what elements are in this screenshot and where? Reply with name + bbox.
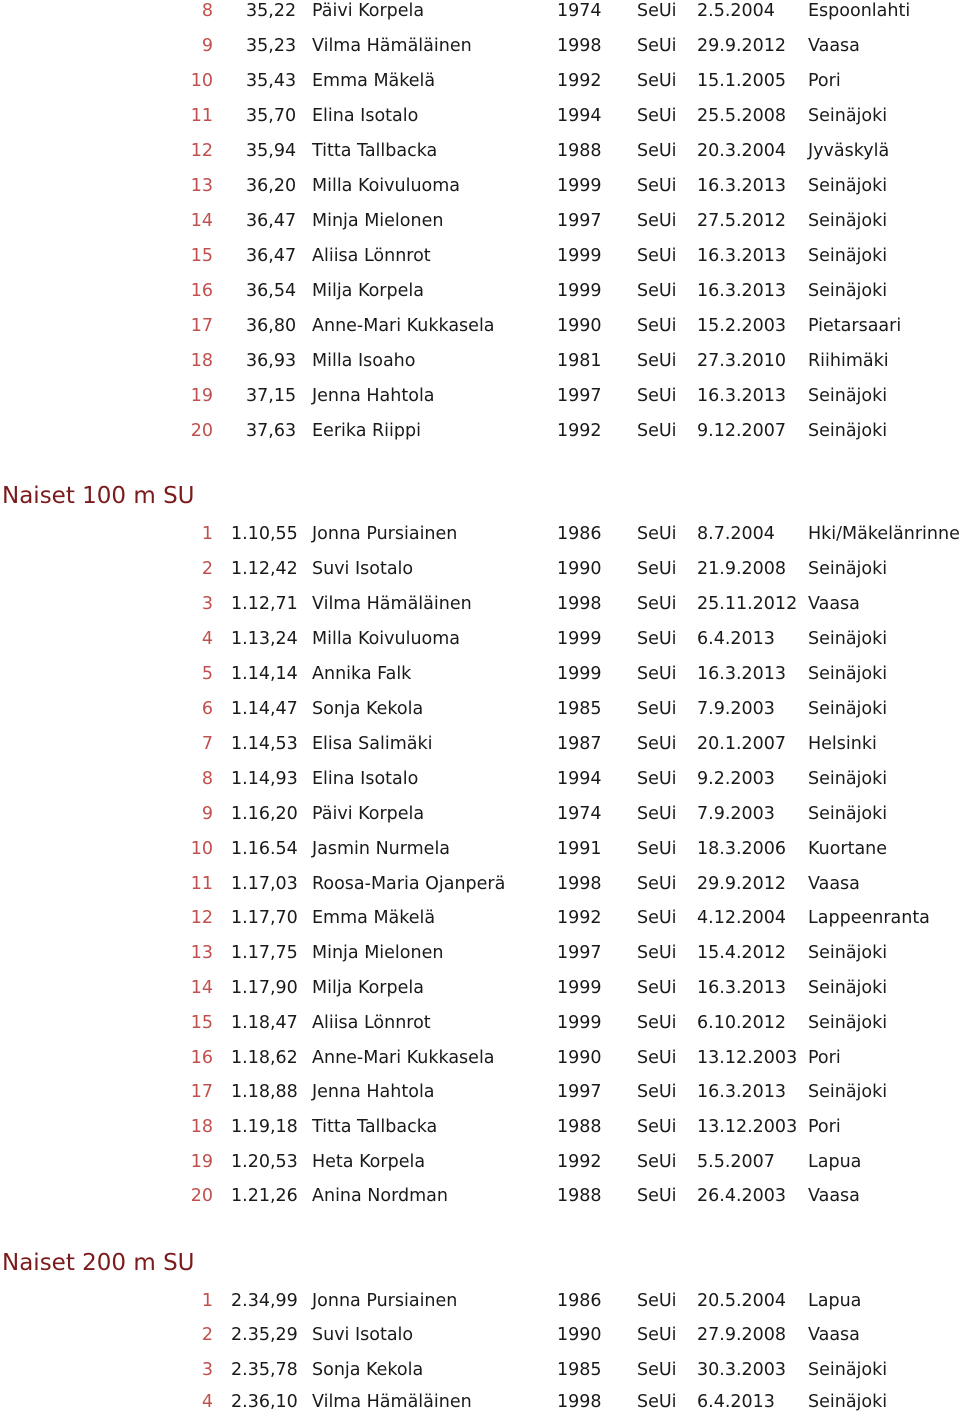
birth-year: 1992 <box>557 1152 602 1172</box>
club: SeUi <box>637 1013 677 1033</box>
result-row <box>0 554 960 584</box>
date: 6.4.2013 <box>697 1392 775 1412</box>
athlete-name: Anina Nordman <box>312 1186 448 1206</box>
athlete-name: Milla Koivuluoma <box>312 176 461 196</box>
birth-year: 1999 <box>557 664 602 684</box>
birth-year: 1998 <box>557 874 602 894</box>
place: Seinäjoki <box>808 1013 888 1033</box>
result-row <box>0 624 960 654</box>
athlete-name: Päivi Korpela <box>312 804 425 824</box>
result-time: 36,47 <box>246 246 297 266</box>
place: Seinäjoki <box>808 386 888 406</box>
result-row <box>0 171 960 201</box>
result-time: 2.35,29 <box>231 1325 298 1345</box>
rank: 11 <box>190 874 213 894</box>
result-row <box>0 1387 960 1417</box>
result-row <box>0 1008 960 1038</box>
club: SeUi <box>637 1048 677 1068</box>
result-time: 35,43 <box>246 71 297 91</box>
result-row <box>0 1286 960 1316</box>
birth-year: 1986 <box>557 1291 602 1311</box>
club: SeUi <box>637 316 677 336</box>
result-row <box>0 206 960 236</box>
club: SeUi <box>637 176 677 196</box>
birth-year: 1999 <box>557 1013 602 1033</box>
date: 15.1.2005 <box>697 71 787 91</box>
club: SeUi <box>637 664 677 684</box>
place: Seinäjoki <box>808 211 888 231</box>
place: Vaasa <box>808 36 860 56</box>
athlete-name: Elina Isotalo <box>312 769 419 789</box>
date: 20.1.2007 <box>697 734 787 754</box>
club: SeUi <box>637 1152 677 1172</box>
result-row <box>0 31 960 61</box>
result-time: 1.18,62 <box>231 1048 298 1068</box>
place: Seinäjoki <box>808 421 888 441</box>
date: 25.5.2008 <box>697 106 787 126</box>
rank: 4 <box>201 629 213 649</box>
club: SeUi <box>637 246 677 266</box>
rank: 15 <box>190 1013 213 1033</box>
result-time: 1.10,55 <box>231 524 298 544</box>
result-row <box>0 1320 960 1350</box>
birth-year: 1999 <box>557 176 602 196</box>
athlete-name: Titta Tallbacka <box>312 141 438 161</box>
place: Seinäjoki <box>808 1360 888 1380</box>
rank: 1 <box>201 524 213 544</box>
club: SeUi <box>637 699 677 719</box>
result-row <box>0 0 960 26</box>
date: 6.4.2013 <box>697 629 775 649</box>
place: Lapua <box>808 1152 862 1172</box>
result-row <box>0 694 960 724</box>
date: 16.3.2013 <box>697 386 787 406</box>
date: 7.9.2003 <box>697 699 775 719</box>
athlete-name: Jenna Hahtola <box>312 386 435 406</box>
rank: 12 <box>190 908 213 928</box>
club: SeUi <box>637 629 677 649</box>
club: SeUi <box>637 594 677 614</box>
athlete-name: Milla Koivuluoma <box>312 629 461 649</box>
place: Vaasa <box>808 1186 860 1206</box>
result-time: 1.19,18 <box>231 1117 298 1137</box>
result-time: 35,22 <box>246 1 297 21</box>
place: Pietarsaari <box>808 316 902 336</box>
result-time: 36,54 <box>246 281 297 301</box>
date: 16.3.2013 <box>697 246 787 266</box>
rank: 20 <box>190 421 213 441</box>
birth-year: 1998 <box>557 1392 602 1412</box>
club: SeUi <box>637 1325 677 1345</box>
place: Seinäjoki <box>808 106 888 126</box>
club: SeUi <box>637 769 677 789</box>
place: Seinäjoki <box>808 1082 888 1102</box>
rank: 3 <box>201 1360 213 1380</box>
place: Vaasa <box>808 1325 860 1345</box>
date: 9.2.2003 <box>697 769 775 789</box>
place: Seinäjoki <box>808 943 888 963</box>
rank: 9 <box>201 804 213 824</box>
place: Seinäjoki <box>808 176 888 196</box>
date: 13.12.2003 <box>697 1048 798 1068</box>
club: SeUi <box>637 1186 677 1206</box>
athlete-name: Titta Tallbacka <box>312 1117 438 1137</box>
result-time: 35,23 <box>246 36 297 56</box>
rank: 10 <box>190 839 213 859</box>
rank: 18 <box>190 351 213 371</box>
birth-year: 1988 <box>557 141 602 161</box>
result-time: 1.13,24 <box>231 629 298 649</box>
athlete-name: Jonna Pursiainen <box>312 1291 458 1311</box>
club: SeUi <box>637 421 677 441</box>
athlete-name: Heta Korpela <box>312 1152 426 1172</box>
date: 27.9.2008 <box>697 1325 787 1345</box>
result-time: 1.14,53 <box>231 734 298 754</box>
athlete-name: Anne-Mari Kukkasela <box>312 316 495 336</box>
result-time: 36,20 <box>246 176 297 196</box>
result-time: 2.35,78 <box>231 1360 298 1380</box>
rank: 3 <box>201 594 213 614</box>
place: Espoonlahti <box>808 1 911 21</box>
result-time: 1.12,42 <box>231 559 298 579</box>
result-row <box>0 276 960 306</box>
birth-year: 1985 <box>557 699 602 719</box>
athlete-name: Aliisa Lönnrot <box>312 1013 431 1033</box>
athlete-name: Milla Isoaho <box>312 351 416 371</box>
result-row <box>0 729 960 759</box>
rank: 16 <box>190 281 213 301</box>
result-time: 1.21,26 <box>231 1186 298 1206</box>
athlete-name: Elina Isotalo <box>312 106 419 126</box>
place: Lapua <box>808 1291 862 1311</box>
athlete-name: Suvi Isotalo <box>312 1325 414 1345</box>
result-row <box>0 346 960 376</box>
place: Seinäjoki <box>808 699 888 719</box>
birth-year: 1999 <box>557 629 602 649</box>
birth-year: 1992 <box>557 71 602 91</box>
place: Pori <box>808 71 841 91</box>
date: 18.3.2006 <box>697 839 787 859</box>
result-row <box>0 659 960 689</box>
result-time: 1.17,90 <box>231 978 298 998</box>
place: Seinäjoki <box>808 804 888 824</box>
athlete-name: Minja Mielonen <box>312 211 444 231</box>
athlete-name: Anne-Mari Kukkasela <box>312 1048 495 1068</box>
result-row <box>0 1147 960 1177</box>
place: Pori <box>808 1117 841 1137</box>
birth-year: 1985 <box>557 1360 602 1380</box>
date: 9.12.2007 <box>697 421 787 441</box>
place: Seinäjoki <box>808 1392 888 1412</box>
athlete-name: Elisa Salimäki <box>312 734 433 754</box>
club: SeUi <box>637 874 677 894</box>
birth-year: 1974 <box>557 1 602 21</box>
club: SeUi <box>637 1082 677 1102</box>
result-time: 35,70 <box>246 106 297 126</box>
date: 29.9.2012 <box>697 36 787 56</box>
athlete-name: Suvi Isotalo <box>312 559 414 579</box>
section-heading: Naiset 200 m SU <box>2 1250 195 1276</box>
rank: 2 <box>201 559 213 579</box>
rank: 15 <box>190 246 213 266</box>
result-time: 1.16,20 <box>231 804 298 824</box>
birth-year: 1997 <box>557 386 602 406</box>
club: SeUi <box>637 943 677 963</box>
athlete-name: Minja Mielonen <box>312 943 444 963</box>
club: SeUi <box>637 106 677 126</box>
date: 8.7.2004 <box>697 524 775 544</box>
athlete-name: Emma Mäkelä <box>312 71 436 91</box>
athlete-name: Emma Mäkelä <box>312 908 436 928</box>
athlete-name: Vilma Hämäläinen <box>312 36 472 56</box>
club: SeUi <box>637 71 677 91</box>
rank: 9 <box>201 36 213 56</box>
club: SeUi <box>637 1291 677 1311</box>
place: Seinäjoki <box>808 559 888 579</box>
result-row <box>0 136 960 166</box>
birth-year: 1997 <box>557 211 602 231</box>
result-time: 2.36,10 <box>231 1392 298 1412</box>
club: SeUi <box>637 386 677 406</box>
rank: 14 <box>190 211 213 231</box>
result-row <box>0 589 960 619</box>
rank: 1 <box>201 1291 213 1311</box>
place: Pori <box>808 1048 841 1068</box>
athlete-name: Eerika Riippi <box>312 421 421 441</box>
athlete-name: Milja Korpela <box>312 978 424 998</box>
birth-year: 1997 <box>557 943 602 963</box>
section-heading: Naiset 100 m SU <box>2 483 195 509</box>
place: Riihimäki <box>808 351 889 371</box>
result-time: 1.17,03 <box>231 874 298 894</box>
birth-year: 1988 <box>557 1117 602 1137</box>
birth-year: 1992 <box>557 908 602 928</box>
birth-year: 1991 <box>557 839 602 859</box>
athlete-name: Sonja Kekola <box>312 1360 424 1380</box>
rank: 11 <box>190 106 213 126</box>
result-time: 2.34,99 <box>231 1291 298 1311</box>
result-time: 37,15 <box>246 386 297 406</box>
date: 16.3.2013 <box>697 978 787 998</box>
result-time: 1.17,75 <box>231 943 298 963</box>
result-time: 1.17,70 <box>231 908 298 928</box>
result-row <box>0 66 960 96</box>
result-row <box>0 381 960 411</box>
rank: 17 <box>190 316 213 336</box>
result-row <box>0 938 960 968</box>
place: Vaasa <box>808 874 860 894</box>
date: 5.5.2007 <box>697 1152 775 1172</box>
club: SeUi <box>637 908 677 928</box>
rank: 7 <box>201 734 213 754</box>
result-row <box>0 1112 960 1142</box>
result-row <box>0 311 960 341</box>
result-time: 37,63 <box>246 421 297 441</box>
athlete-name: Milja Korpela <box>312 281 424 301</box>
place: Helsinki <box>808 734 877 754</box>
result-row <box>0 799 960 829</box>
result-row <box>0 834 960 864</box>
athlete-name: Jasmin Nurmela <box>312 839 451 859</box>
place: Seinäjoki <box>808 246 888 266</box>
date: 20.5.2004 <box>697 1291 787 1311</box>
club: SeUi <box>637 734 677 754</box>
result-row <box>0 1355 960 1385</box>
birth-year: 1994 <box>557 106 602 126</box>
result-time: 1.16.54 <box>231 839 298 859</box>
birth-year: 1988 <box>557 1186 602 1206</box>
rank: 13 <box>190 176 213 196</box>
result-row <box>0 241 960 271</box>
athlete-name: Annika Falk <box>312 664 412 684</box>
result-time: 36,80 <box>246 316 297 336</box>
date: 30.3.2003 <box>697 1360 787 1380</box>
athlete-name: Sonja Kekola <box>312 699 424 719</box>
club: SeUi <box>637 141 677 161</box>
date: 7.9.2003 <box>697 804 775 824</box>
date: 6.10.2012 <box>697 1013 787 1033</box>
birth-year: 1998 <box>557 594 602 614</box>
date: 15.4.2012 <box>697 943 787 963</box>
rank: 18 <box>190 1117 213 1137</box>
result-time: 35,94 <box>246 141 297 161</box>
birth-year: 1981 <box>557 351 602 371</box>
club: SeUi <box>637 1 677 21</box>
birth-year: 1990 <box>557 559 602 579</box>
rank: 17 <box>190 1082 213 1102</box>
date: 29.9.2012 <box>697 874 787 894</box>
birth-year: 1992 <box>557 421 602 441</box>
athlete-name: Aliisa Lönnrot <box>312 246 431 266</box>
rank: 19 <box>190 386 213 406</box>
club: SeUi <box>637 804 677 824</box>
date: 27.3.2010 <box>697 351 787 371</box>
athlete-name: Jenna Hahtola <box>312 1082 435 1102</box>
rank: 8 <box>201 769 213 789</box>
club: SeUi <box>637 281 677 301</box>
result-row <box>0 903 960 933</box>
rank: 10 <box>190 71 213 91</box>
date: 27.5.2012 <box>697 211 787 231</box>
club: SeUi <box>637 1360 677 1380</box>
date: 20.3.2004 <box>697 141 787 161</box>
club: SeUi <box>637 839 677 859</box>
club: SeUi <box>637 978 677 998</box>
date: 26.4.2003 <box>697 1186 787 1206</box>
date: 16.3.2013 <box>697 664 787 684</box>
result-time: 1.18,88 <box>231 1082 298 1102</box>
place: Seinäjoki <box>808 664 888 684</box>
birth-year: 1998 <box>557 36 602 56</box>
result-row <box>0 1043 960 1073</box>
birth-year: 1990 <box>557 1325 602 1345</box>
athlete-name: Päivi Korpela <box>312 1 425 21</box>
date: 4.12.2004 <box>697 908 787 928</box>
result-time: 1.14,93 <box>231 769 298 789</box>
birth-year: 1987 <box>557 734 602 754</box>
result-row <box>0 519 960 549</box>
date: 13.12.2003 <box>697 1117 798 1137</box>
rank: 2 <box>201 1325 213 1345</box>
rank: 12 <box>190 141 213 161</box>
result-time: 36,93 <box>246 351 297 371</box>
place: Lappeenranta <box>808 908 930 928</box>
birth-year: 1999 <box>557 978 602 998</box>
place: Hki/Mäkelänrinne <box>808 524 960 544</box>
athlete-name: Roosa-Maria Ojanperä <box>312 874 506 894</box>
date: 15.2.2003 <box>697 316 787 336</box>
place: Seinäjoki <box>808 281 888 301</box>
date: 16.3.2013 <box>697 1082 787 1102</box>
birth-year: 1974 <box>557 804 602 824</box>
result-time: 1.12,71 <box>231 594 298 614</box>
result-time: 36,47 <box>246 211 297 231</box>
rank: 16 <box>190 1048 213 1068</box>
rank: 6 <box>201 699 213 719</box>
result-row <box>0 1181 960 1211</box>
rank: 14 <box>190 978 213 998</box>
athlete-name: Vilma Hämäläinen <box>312 1392 472 1412</box>
club: SeUi <box>637 559 677 579</box>
birth-year: 1999 <box>557 281 602 301</box>
club: SeUi <box>637 211 677 231</box>
rank: 4 <box>201 1392 213 1412</box>
club: SeUi <box>637 524 677 544</box>
result-time: 1.14,14 <box>231 664 298 684</box>
club: SeUi <box>637 36 677 56</box>
birth-year: 1999 <box>557 246 602 266</box>
rank: 13 <box>190 943 213 963</box>
result-row <box>0 416 960 446</box>
place: Seinäjoki <box>808 978 888 998</box>
date: 25.11.2012 <box>697 594 798 614</box>
club: SeUi <box>637 351 677 371</box>
result-row <box>0 101 960 131</box>
birth-year: 1994 <box>557 769 602 789</box>
birth-year: 1997 <box>557 1082 602 1102</box>
club: SeUi <box>637 1117 677 1137</box>
result-time: 1.20,53 <box>231 1152 298 1172</box>
athlete-name: Jonna Pursiainen <box>312 524 458 544</box>
result-time: 1.18,47 <box>231 1013 298 1033</box>
date: 2.5.2004 <box>697 1 775 21</box>
result-row <box>0 1077 960 1107</box>
birth-year: 1990 <box>557 1048 602 1068</box>
birth-year: 1986 <box>557 524 602 544</box>
date: 16.3.2013 <box>697 281 787 301</box>
rank: 19 <box>190 1152 213 1172</box>
date: 16.3.2013 <box>697 176 787 196</box>
birth-year: 1990 <box>557 316 602 336</box>
result-row <box>0 764 960 794</box>
result-time: 1.14,47 <box>231 699 298 719</box>
place: Vaasa <box>808 594 860 614</box>
rank: 8 <box>201 1 213 21</box>
club: SeUi <box>637 1392 677 1412</box>
rank: 20 <box>190 1186 213 1206</box>
result-row <box>0 869 960 899</box>
rank: 5 <box>201 664 213 684</box>
result-row <box>0 973 960 1003</box>
place: Seinäjoki <box>808 629 888 649</box>
athlete-name: Vilma Hämäläinen <box>312 594 472 614</box>
place: Kuortane <box>808 839 888 859</box>
place: Jyväskylä <box>808 141 890 161</box>
date: 21.9.2008 <box>697 559 787 579</box>
place: Seinäjoki <box>808 769 888 789</box>
